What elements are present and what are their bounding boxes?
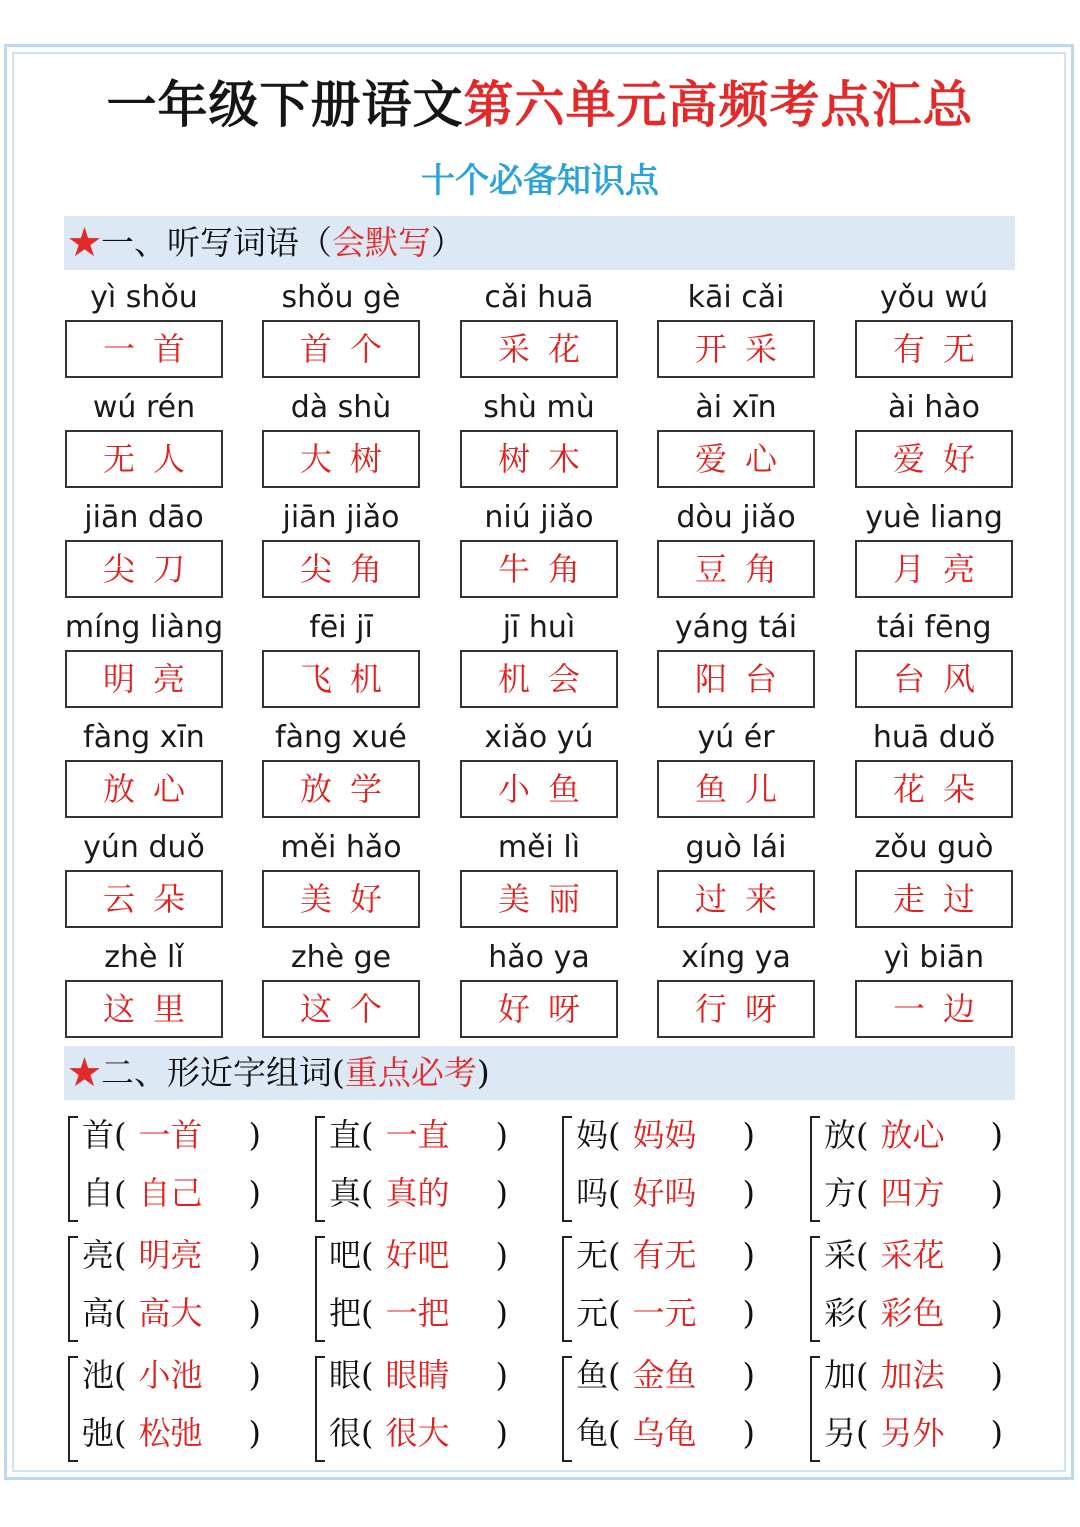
answer-word: 小池 <box>138 1356 203 1394</box>
base-char: 很 <box>329 1414 362 1452</box>
paren-close: ) <box>248 1236 261 1274</box>
pinyin-label: fàng xué <box>275 720 407 755</box>
pinyin-label: yǒu wú <box>879 280 989 315</box>
answer-word: 一直 <box>385 1116 450 1154</box>
paren-open: ( <box>114 1414 127 1452</box>
answer-word: 松弛 <box>138 1414 203 1452</box>
word-box: 鱼儿 <box>657 760 815 818</box>
pair-line <box>576 1408 755 1458</box>
paren-close: ) <box>495 1294 508 1332</box>
answer-word: 明亮 <box>138 1236 203 1274</box>
char-pair <box>810 1108 1010 1228</box>
pinyin-label: zǒu guò <box>874 830 994 865</box>
pinyin-label: zhè ge <box>290 940 392 975</box>
pair-line <box>824 1168 1003 1218</box>
pair-line <box>329 1230 508 1280</box>
base-char: 首 <box>82 1116 115 1154</box>
pair-line <box>824 1288 1003 1338</box>
paren-close: ) <box>495 1174 508 1212</box>
paren-close: ) <box>248 1174 261 1212</box>
title-black: 一年级下册语文 <box>106 75 464 134</box>
bracket <box>315 1236 325 1342</box>
pinyin-label: yáng tái <box>674 610 798 645</box>
pair-line <box>329 1168 508 1218</box>
bracket <box>562 1356 572 1462</box>
paren-close: ) <box>990 1116 1003 1154</box>
paren-open: ( <box>361 1294 374 1332</box>
pinyin-label: huā duǒ <box>872 720 996 755</box>
paren-close: ) <box>495 1356 508 1394</box>
word-box: 美好 <box>262 870 420 928</box>
word-box: 好呀 <box>460 980 618 1038</box>
word-box: 机会 <box>460 650 618 708</box>
word-box: 有无 <box>855 320 1013 378</box>
paren-open: ( <box>114 1236 127 1274</box>
pinyin-label: xíng ya <box>681 940 791 975</box>
paren-open: ( <box>361 1414 374 1452</box>
paren-open: ( <box>856 1236 869 1274</box>
bracket <box>562 1116 572 1222</box>
word-box: 明亮 <box>65 650 223 708</box>
base-char: 高 <box>82 1294 115 1332</box>
paren-open: ( <box>608 1116 621 1154</box>
title-red: 第六单元高频考点汇总 <box>463 75 974 134</box>
pinyin-label: míng liàng <box>64 610 224 645</box>
word-box: 大树 <box>262 430 420 488</box>
word-box: 行呀 <box>657 980 815 1038</box>
paren-close: ) <box>248 1414 261 1452</box>
page-subtitle: 十个必备知识点 <box>421 161 659 201</box>
pair-line <box>82 1350 261 1400</box>
pair-line <box>824 1230 1003 1280</box>
section-label-red: 会默写 <box>332 223 431 262</box>
pinyin-label: kāi cǎi <box>687 280 785 315</box>
base-char: 放 <box>824 1116 857 1154</box>
char-pair <box>315 1228 515 1348</box>
bracket <box>810 1236 820 1342</box>
paren-open: ( <box>361 1236 374 1274</box>
pinyin-label: ài hào <box>887 390 980 425</box>
pinyin-label: tái fēng <box>876 610 992 645</box>
paren-close: ) <box>990 1414 1003 1452</box>
paren-open: ( <box>361 1174 374 1212</box>
paren-close: ) <box>742 1236 755 1274</box>
base-char: 把 <box>329 1294 362 1332</box>
word-box: 美丽 <box>460 870 618 928</box>
base-char: 真 <box>329 1174 362 1212</box>
paren-open: ( <box>361 1356 374 1394</box>
pair-line <box>329 1288 508 1338</box>
paren-close: ) <box>495 1414 508 1452</box>
paren-open: ( <box>114 1116 127 1154</box>
paren-open: ( <box>114 1174 127 1212</box>
bracket <box>68 1236 78 1342</box>
paren-open: ( <box>608 1174 621 1212</box>
page-title <box>0 70 1080 140</box>
answer-word: 一把 <box>385 1294 450 1332</box>
char-pair <box>68 1108 268 1228</box>
paren-open: ( <box>608 1414 621 1452</box>
paren-close: ) <box>742 1174 755 1212</box>
paren-open: ( <box>361 1116 374 1154</box>
pinyin-label: yì biān <box>883 940 985 975</box>
base-char: 采 <box>824 1236 857 1274</box>
pinyin-label: wú rén <box>92 390 196 425</box>
answer-word: 高大 <box>138 1294 203 1332</box>
word-box: 首个 <box>262 320 420 378</box>
paren-close: ) <box>742 1294 755 1332</box>
paren-close: ) <box>495 1236 508 1274</box>
word-box: 一首 <box>65 320 223 378</box>
answer-word: 乌龟 <box>632 1414 697 1452</box>
word-box: 台风 <box>855 650 1013 708</box>
base-char: 加 <box>824 1356 857 1394</box>
paren-close: ) <box>990 1356 1003 1394</box>
base-char: 亮 <box>82 1236 115 1274</box>
char-pair <box>68 1228 268 1348</box>
paren-close: ) <box>248 1116 261 1154</box>
answer-word: 放心 <box>880 1116 945 1154</box>
answer-word: 很大 <box>385 1414 450 1452</box>
paren-close: ) <box>742 1414 755 1452</box>
answer-word: 加法 <box>880 1356 945 1394</box>
paren-open: ( <box>608 1294 621 1332</box>
pinyin-label: cǎi huā <box>484 280 594 315</box>
pair-line <box>576 1350 755 1400</box>
word-box: 牛角 <box>460 540 618 598</box>
pinyin-label: guò lái <box>685 830 787 865</box>
section-label-close: ） <box>431 223 464 262</box>
pair-line <box>82 1168 261 1218</box>
word-box: 月亮 <box>855 540 1013 598</box>
word-box: 过来 <box>657 870 815 928</box>
bracket <box>68 1356 78 1462</box>
paren-open: ( <box>856 1294 869 1332</box>
base-char: 池 <box>82 1356 115 1394</box>
paren-close: ) <box>248 1294 261 1332</box>
paren-open: ( <box>856 1174 869 1212</box>
word-box: 放学 <box>262 760 420 818</box>
bracket <box>315 1356 325 1462</box>
base-char: 元 <box>576 1294 609 1332</box>
section-label: 二、形近字组词( <box>101 1053 345 1092</box>
paren-open: ( <box>608 1236 621 1274</box>
word-box: 这个 <box>262 980 420 1038</box>
pair-line <box>824 1408 1003 1458</box>
char-pair <box>810 1228 1010 1348</box>
base-char: 吧 <box>329 1236 362 1274</box>
base-char: 无 <box>576 1236 609 1274</box>
paren-open: ( <box>608 1356 621 1394</box>
word-box: 这里 <box>65 980 223 1038</box>
pair-line <box>82 1110 261 1160</box>
char-pair <box>562 1348 762 1468</box>
pinyin-label: shù mù <box>483 390 595 425</box>
answer-word: 妈妈 <box>632 1116 697 1154</box>
word-box: 飞机 <box>262 650 420 708</box>
char-pair <box>562 1228 762 1348</box>
paren-open: ( <box>856 1356 869 1394</box>
paren-close: ) <box>495 1116 508 1154</box>
pair-line <box>329 1350 508 1400</box>
paren-close: ) <box>742 1116 755 1154</box>
word-box: 一边 <box>855 980 1013 1038</box>
base-char: 弛 <box>82 1414 115 1452</box>
paren-close: ) <box>990 1174 1003 1212</box>
char-pair <box>315 1348 515 1468</box>
answer-word: 彩色 <box>880 1294 945 1332</box>
pinyin-label: shǒu gè <box>281 280 401 315</box>
pair-line <box>576 1230 755 1280</box>
bracket <box>562 1236 572 1342</box>
bracket <box>810 1356 820 1462</box>
base-char: 眼 <box>329 1356 362 1394</box>
section-header-dictation <box>64 216 1015 270</box>
answer-word: 真的 <box>385 1174 450 1212</box>
word-box: 放心 <box>65 760 223 818</box>
pinyin-label: dà shù <box>290 390 392 425</box>
pair-line <box>82 1288 261 1338</box>
char-pair <box>810 1348 1010 1468</box>
answer-word: 一元 <box>632 1294 697 1332</box>
pinyin-label: yuè liang <box>865 500 1003 535</box>
paren-open: ( <box>856 1116 869 1154</box>
section-label-red: 重点必考 <box>344 1053 477 1092</box>
pinyin-label: jī huì <box>502 610 576 645</box>
star-icon: ★ <box>68 1053 101 1092</box>
word-box: 小鱼 <box>460 760 618 818</box>
char-pair <box>562 1108 762 1228</box>
base-char: 龟 <box>576 1414 609 1452</box>
paren-open: ( <box>114 1356 127 1394</box>
pinyin-label: zhè lǐ <box>104 940 184 975</box>
pair-line <box>576 1288 755 1338</box>
section-label: 一、听写词语（ <box>101 223 332 262</box>
answer-word: 金鱼 <box>632 1356 697 1394</box>
pair-line <box>329 1110 508 1160</box>
base-char: 方 <box>824 1174 857 1212</box>
word-box: 尖刀 <box>65 540 223 598</box>
pair-line <box>82 1408 261 1458</box>
base-char: 妈 <box>576 1116 609 1154</box>
pair-line <box>824 1350 1003 1400</box>
word-box: 云朵 <box>65 870 223 928</box>
pinyin-label: yú ér <box>697 720 775 755</box>
pair-line <box>576 1110 755 1160</box>
base-char: 另 <box>824 1414 857 1452</box>
pinyin-label: jiān jiǎo <box>282 500 400 535</box>
answer-word: 自己 <box>138 1174 203 1212</box>
pinyin-label: měi hǎo <box>280 830 402 865</box>
answer-word: 另外 <box>880 1414 945 1452</box>
bracket <box>810 1116 820 1222</box>
paren-close: ) <box>990 1294 1003 1332</box>
bracket <box>315 1116 325 1222</box>
pinyin-label: jiān dāo <box>84 500 204 535</box>
section-header-similar-chars <box>64 1046 1015 1100</box>
pinyin-label: fēi jī <box>309 610 373 645</box>
paren-close: ) <box>248 1356 261 1394</box>
word-box: 走过 <box>855 870 1013 928</box>
pinyin-label: fàng xīn <box>83 720 205 755</box>
answer-word: 采花 <box>880 1236 945 1274</box>
base-char: 彩 <box>824 1294 857 1332</box>
pinyin-label: měi lì <box>497 830 581 865</box>
pinyin-label: hǎo ya <box>488 940 590 975</box>
base-char: 自 <box>82 1174 115 1212</box>
word-box: 阳台 <box>657 650 815 708</box>
pinyin-label: xiǎo yú <box>484 720 594 755</box>
pinyin-label: dòu jiǎo <box>676 500 796 535</box>
char-pair <box>315 1108 515 1228</box>
word-box: 树木 <box>460 430 618 488</box>
pair-line <box>329 1408 508 1458</box>
bracket <box>68 1116 78 1222</box>
base-char: 鱼 <box>576 1356 609 1394</box>
pair-line <box>824 1110 1003 1160</box>
answer-word: 一首 <box>138 1116 203 1154</box>
paren-open: ( <box>114 1294 127 1332</box>
paren-close: ) <box>742 1356 755 1394</box>
base-char: 吗 <box>576 1174 609 1212</box>
section-label-close: ) <box>476 1053 490 1092</box>
word-box: 豆角 <box>657 540 815 598</box>
pinyin-label: niú jiǎo <box>484 500 594 535</box>
answer-word: 四方 <box>880 1174 945 1212</box>
star-icon: ★ <box>68 223 101 262</box>
pair-line <box>576 1168 755 1218</box>
word-box: 爱好 <box>855 430 1013 488</box>
word-box: 采花 <box>460 320 618 378</box>
pinyin-label: ài xīn <box>695 390 777 425</box>
pair-line <box>82 1230 261 1280</box>
word-box: 开采 <box>657 320 815 378</box>
word-box: 无人 <box>65 430 223 488</box>
answer-word: 好吗 <box>632 1174 697 1212</box>
pinyin-label: yì shǒu <box>90 280 198 315</box>
answer-word: 好吧 <box>385 1236 450 1274</box>
base-char: 直 <box>329 1116 362 1154</box>
word-box: 尖角 <box>262 540 420 598</box>
answer-word: 有无 <box>632 1236 697 1274</box>
pinyin-label: yún duǒ <box>83 830 205 865</box>
paren-close: ) <box>990 1236 1003 1274</box>
word-box: 花朵 <box>855 760 1013 818</box>
paren-open: ( <box>856 1414 869 1452</box>
char-pair <box>68 1348 268 1468</box>
answer-word: 眼睛 <box>385 1356 450 1394</box>
word-box: 爱心 <box>657 430 815 488</box>
